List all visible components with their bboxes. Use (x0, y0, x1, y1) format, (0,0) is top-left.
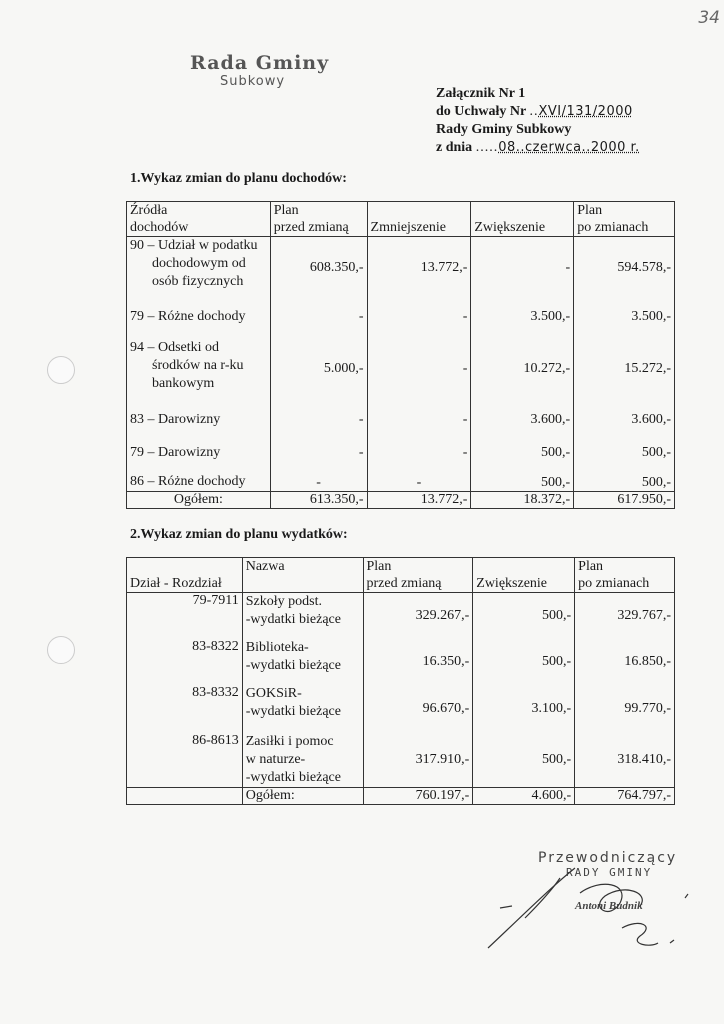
plan-before-cell: 608.350,- (270, 237, 367, 300)
source-line: 86 – Różne dochody (130, 474, 246, 489)
header-name: Nazwa (242, 558, 363, 593)
source-line: dochodowym od (152, 256, 246, 271)
source-line: 79 – Darowizny (130, 445, 221, 460)
stamp-line-1: Rada Gminy (190, 52, 330, 74)
name-cell (242, 593, 363, 640)
source-cell (127, 237, 271, 300)
decrease-cell: - (367, 469, 471, 492)
decrease-cell: 13.772,- (367, 237, 471, 300)
header-plan-after-line1: Plan (577, 203, 603, 218)
source-cell (127, 469, 271, 492)
table-row (127, 685, 675, 733)
stamp-line-2: Subkowy (220, 74, 286, 89)
total-empty-cell (127, 788, 243, 805)
table-row (127, 733, 675, 788)
table-row (127, 299, 675, 335)
name-line: -wydatki bieżące (245, 612, 341, 627)
plan-before-cell: - (270, 469, 367, 492)
table-row (127, 593, 675, 640)
source-line: 79 – Różne dochody (130, 309, 246, 324)
increase-cell: 3.500,- (471, 299, 574, 335)
table-row (127, 237, 675, 300)
attachment-header (436, 85, 640, 157)
plan-after-cell: 329.767,- (575, 593, 675, 640)
source-line: środków na r-ku (152, 358, 244, 373)
name-cell (242, 639, 363, 685)
total-label: Ogółem: (127, 492, 271, 509)
name-line: -wydatki bieżące (245, 704, 341, 719)
total-plan-after: 617.950,- (574, 492, 675, 509)
name-line: Zasiłki i pomoc (245, 734, 334, 749)
increase-cell: 10.272,- (471, 335, 574, 403)
source-line: 83 – Darowizny (130, 412, 221, 427)
decrease-cell: - (367, 299, 471, 335)
handwritten-signature (480, 848, 720, 958)
decrease-cell: - (367, 403, 471, 437)
total-row (127, 492, 675, 509)
header-increase: Zwiększenie (471, 202, 574, 237)
name-cell (242, 685, 363, 733)
total-plan-before: 760.197,- (363, 788, 473, 805)
page-number: 34 (698, 8, 720, 28)
division-cell: 86-8613 (127, 733, 243, 788)
date-dots: ..... (475, 140, 499, 155)
signature-title: Przewodniczący (538, 850, 678, 866)
total-row (127, 788, 675, 805)
date-value: 08..czerwca..2000 r. (498, 140, 640, 155)
increase-cell: - (471, 237, 574, 300)
division-cell: 83-8332 (127, 685, 243, 733)
name-line: Biblioteka- (245, 640, 309, 655)
chairman-signature-block (480, 848, 720, 958)
header-plan-before-line1: Plan (273, 203, 299, 218)
header-plan-after (574, 202, 675, 237)
total-plan-before: 613.350,- (270, 492, 367, 509)
header-source-line1: Źródła (130, 203, 168, 218)
council-name: Rady Gminy Subkowy (436, 122, 572, 137)
increase-cell: 500,- (471, 469, 574, 492)
date-line (436, 139, 640, 157)
header-plan-before-line2: przed zmianą (273, 220, 349, 235)
decrease-cell: - (367, 437, 471, 469)
income-changes-table (126, 201, 675, 509)
header-plan-before (270, 202, 367, 237)
plan-after-cell: 318.410,- (575, 733, 675, 788)
plan-before-cell: - (270, 299, 367, 335)
source-cell (127, 299, 271, 335)
total-increase: 4.600,- (473, 788, 575, 805)
header-plan-before-line1: Plan (366, 559, 392, 574)
plan-before-cell: 16.350,- (363, 639, 473, 685)
table-row (127, 639, 675, 685)
plan-after-cell: 99.770,- (575, 685, 675, 733)
source-cell (127, 403, 271, 437)
plan-before-cell: 317.910,- (363, 733, 473, 788)
resolution-dots: .. (529, 104, 539, 119)
signature-name: Antoni Budnik (575, 900, 643, 912)
name-line: -wydatki bieżące (245, 658, 341, 673)
resolution-line (436, 103, 640, 121)
increase-cell: 500,- (473, 639, 575, 685)
source-line: bankowym (152, 376, 215, 391)
source-line: 94 – Odsetki od (130, 340, 220, 355)
plan-after-cell: 3.500,- (574, 299, 675, 335)
total-decrease: 13.772,- (367, 492, 471, 509)
punch-hole (47, 636, 75, 664)
header-plan-after-line1: Plan (578, 559, 604, 574)
source-line: osób fizycznych (152, 274, 244, 289)
increase-cell: 3.100,- (473, 685, 575, 733)
total-plan-after: 764.797,- (575, 788, 675, 805)
attachment-number: Załącznik Nr 1 (436, 86, 526, 101)
plan-before-cell: 5.000,- (270, 335, 367, 403)
table-row (127, 437, 675, 469)
plan-after-cell: 15.272,- (574, 335, 675, 403)
table-header-row (127, 558, 675, 593)
increase-cell: 3.600,- (471, 403, 574, 437)
expense-changes-table (126, 557, 675, 805)
total-increase: 18.372,- (471, 492, 574, 509)
header-plan-before (363, 558, 473, 593)
table-row (127, 469, 675, 492)
expense-section-title: 2.Wykaz zmian do planu wydatków: (130, 527, 348, 542)
table-row (127, 403, 675, 437)
punch-hole (47, 356, 75, 384)
council-stamp (190, 52, 329, 89)
increase-cell: 500,- (473, 593, 575, 640)
source-cell (127, 335, 271, 403)
header-increase: Zwiększenie (473, 558, 575, 593)
plan-before-cell: - (270, 437, 367, 469)
header-division: Dział - Rozdział (127, 558, 243, 593)
header-source-line2: dochodów (130, 220, 189, 235)
name-line: GOKSiR- (245, 686, 302, 701)
header-plan-after-line2: po zmianach (578, 576, 650, 591)
resolution-number: XVI/131/2000 (538, 104, 633, 119)
total-label: Ogółem: (242, 788, 363, 805)
name-cell (242, 733, 363, 788)
income-section-title: 1.Wykaz zmian do planu dochodów: (130, 171, 347, 186)
header-plan-after-line2: po zmianach (577, 220, 649, 235)
division-cell: 83-8322 (127, 639, 243, 685)
header-source (127, 202, 271, 237)
source-line: 90 – Udział w podatku (130, 238, 258, 253)
header-plan-before-line2: przed zmianą (366, 576, 442, 591)
plan-after-cell: 500,- (574, 437, 675, 469)
table-row (127, 335, 675, 403)
increase-cell: 500,- (471, 437, 574, 469)
decrease-cell: - (367, 335, 471, 403)
plan-before-cell: - (270, 403, 367, 437)
header-decrease: Zmniejszenie (367, 202, 471, 237)
increase-cell: 500,- (473, 733, 575, 788)
plan-after-cell: 3.600,- (574, 403, 675, 437)
signature-org: RADY GMINY (566, 866, 653, 879)
date-label: z dnia (436, 140, 473, 155)
plan-after-cell: 500,- (574, 469, 675, 492)
header-plan-after (575, 558, 675, 593)
division-cell: 79-7911 (127, 593, 243, 640)
name-line: -wydatki bieżące (245, 770, 341, 785)
plan-before-cell: 329.267,- (363, 593, 473, 640)
resolution-label: do Uchwały Nr (436, 104, 526, 119)
table-header-row (127, 202, 675, 237)
plan-after-cell: 16.850,- (575, 639, 675, 685)
plan-after-cell: 594.578,- (574, 237, 675, 300)
source-cell (127, 437, 271, 469)
name-line: Szkoły podst. (245, 594, 322, 609)
name-line: w naturze- (245, 752, 306, 767)
plan-before-cell: 96.670,- (363, 685, 473, 733)
